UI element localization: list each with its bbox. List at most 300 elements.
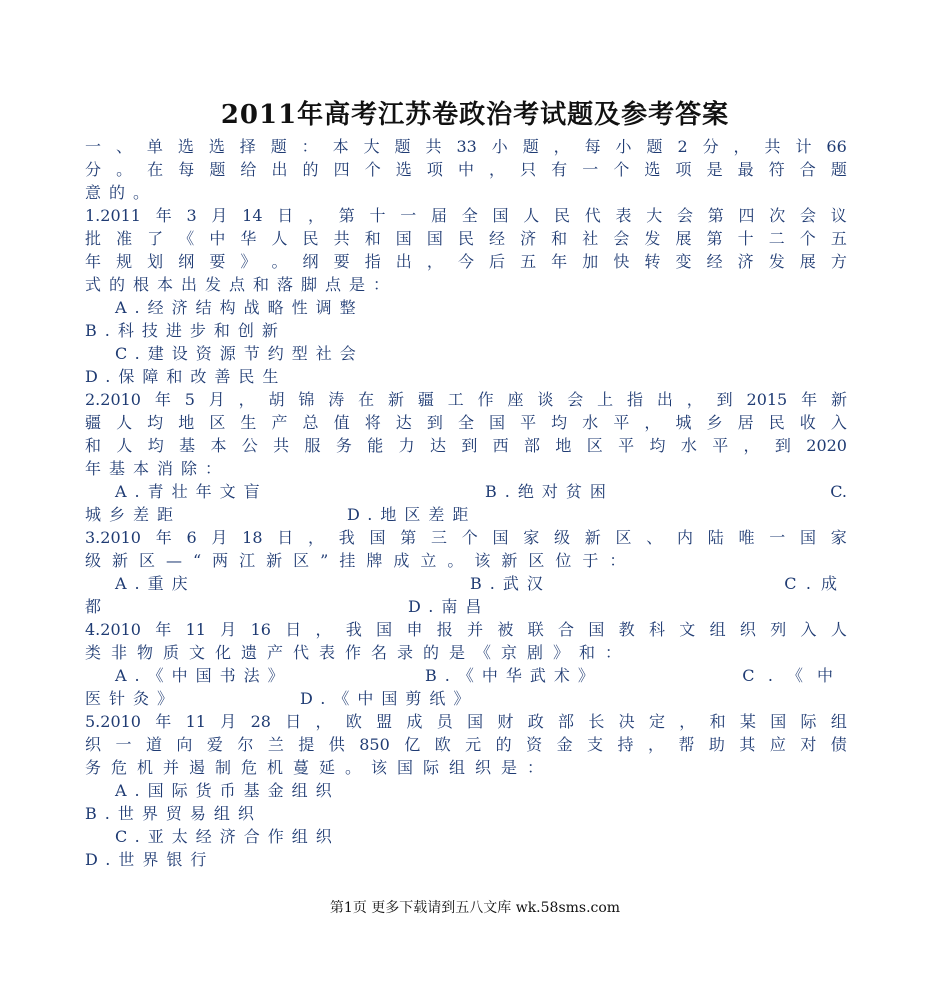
text-token: 年 [155, 712, 172, 731]
text-token: ， [238, 390, 255, 409]
text-token: 项 [426, 160, 443, 179]
q3-option-c-part2: 都 [85, 597, 110, 616]
q4-line-1 [85, 618, 847, 641]
text-token: 国 [395, 229, 412, 248]
text-token: 2015 [746, 390, 788, 409]
text-token: 水 [582, 413, 599, 432]
text-token: 要 [333, 252, 350, 271]
text-token: 会 [567, 390, 584, 409]
text-token: ， [686, 390, 703, 409]
text-token: 新 [584, 528, 601, 547]
text-token: 16 [250, 620, 271, 639]
text-token: 国 [369, 528, 386, 547]
text-token: 人 [523, 206, 540, 225]
text-token: 6 [186, 528, 197, 547]
text-token: 并 [467, 620, 484, 639]
text-token: 展 [799, 252, 816, 271]
q2-options-row-2 [85, 503, 847, 526]
text-token: 达 [395, 413, 412, 432]
q2-option-b: B.绝对贫困 [485, 482, 614, 501]
text-token: 年 [155, 206, 172, 225]
text-token: 第 [400, 528, 417, 547]
text-token: 全 [461, 206, 478, 225]
text-token: 》 [240, 252, 257, 271]
text-token: 其 [739, 735, 756, 754]
text-token: 社 [582, 229, 599, 248]
text-token: 内 [676, 528, 693, 547]
text-token: 择 [239, 137, 256, 156]
text-token: 家 [830, 528, 847, 547]
text-token: 部 [558, 712, 575, 731]
text-token: 均 [147, 436, 164, 455]
text-token: 财 [497, 712, 514, 731]
text-token: ， [647, 735, 664, 754]
text-token: 支 [587, 735, 604, 754]
text-token: 平 [712, 436, 729, 455]
page-footer: 第1页 更多下载请到五八文库 wk.58sms.com [329, 900, 621, 916]
text-token: 2020 [806, 436, 847, 455]
text-token: 报 [436, 620, 453, 639]
q1-line-4: 式的根本出发点和落脚点是： [85, 275, 398, 294]
q3-options-row-2 [85, 595, 847, 618]
text-token: 18 [242, 528, 263, 547]
text-token: 总 [302, 413, 319, 432]
text-token: 十 [737, 229, 754, 248]
text-token: 乡 [706, 413, 723, 432]
text-token: 共 [425, 137, 442, 156]
text-token: 了 [147, 229, 164, 248]
text-token: 上 [597, 390, 614, 409]
text-token: 第 [707, 206, 724, 225]
text-token: 会 [799, 206, 816, 225]
text-token: 生 [240, 413, 257, 432]
text-token: 经 [706, 252, 723, 271]
q4-option-b: B.《中华武术》 [425, 666, 602, 685]
text-token: 五 [830, 229, 847, 248]
text-token: 题 [394, 137, 411, 156]
text-token: 五 [520, 252, 537, 271]
text-token: 达 [429, 436, 446, 455]
text-token: 每 [178, 160, 195, 179]
text-token: 加 [582, 252, 599, 271]
text-token: 年 [801, 390, 818, 409]
q5-option-a: A.国际货币基金组织 [115, 781, 340, 800]
q1-option-d: D.保障和改善民生 [85, 367, 287, 386]
text-token: 科 [648, 620, 665, 639]
text-token: 基 [179, 436, 196, 455]
text-token: 座 [507, 390, 524, 409]
text-token: 5.2010 [85, 712, 141, 731]
text-token: 1.2011 [85, 206, 141, 225]
text-token: ， [307, 206, 324, 225]
text-token: 议 [830, 206, 847, 225]
text-token: 纲 [302, 252, 319, 271]
text-token: 和 [551, 229, 568, 248]
q1-line-1 [85, 204, 847, 227]
text-token: 题 [522, 137, 539, 156]
text-token: 和 [85, 436, 102, 455]
text-token: 西 [492, 436, 509, 455]
text-token: 道 [145, 735, 162, 754]
q4-option-d: D.《中国剪纸》 [300, 689, 478, 708]
q3-option-d: D.南昌 [408, 597, 490, 616]
text-token: 、 [646, 528, 663, 547]
text-token: 题 [830, 160, 847, 179]
q2-line-3 [85, 434, 847, 457]
text-token: 共 [333, 229, 350, 248]
text-token: 帮 [678, 735, 695, 754]
text-token: 区 [615, 528, 632, 547]
text-token: 今 [457, 252, 474, 271]
text-token: 66 [826, 137, 847, 156]
text-token: 新 [388, 390, 405, 409]
q2-option-d: D.地区差距 [347, 505, 477, 524]
text-token: 济 [520, 229, 537, 248]
text-token: 合 [558, 620, 575, 639]
text-token: 欧 [434, 735, 451, 754]
text-token: 民 [457, 229, 474, 248]
text-token: 国 [799, 528, 816, 547]
text-token: 定 [648, 712, 665, 731]
text-token: 资 [526, 735, 543, 754]
text-token: ， [679, 712, 696, 731]
text-token: 地 [178, 413, 195, 432]
q3-line-2: 级新区—“两江新区”挂牌成立。该新区位于： [85, 551, 637, 570]
text-token: 一 [115, 735, 132, 754]
text-token: 疆 [85, 413, 102, 432]
q4-option-c-part2: 医针灸》 [85, 689, 182, 708]
q5-option-b: B.世界贸易组织 [85, 804, 262, 823]
text-token: 大 [646, 206, 663, 225]
text-token: 共 [273, 436, 290, 455]
intro-line-3: 意的。 [85, 183, 158, 202]
text-token: 组 [709, 620, 726, 639]
text-token: 决 [618, 712, 635, 731]
text-token: 员 [436, 712, 453, 731]
text-token: 民 [302, 229, 319, 248]
text-token: 平 [520, 413, 537, 432]
text-token: 方 [830, 252, 847, 271]
text-token: 2.2010 [85, 390, 141, 409]
text-token: 助 [708, 735, 725, 754]
text-token: 平 [618, 436, 635, 455]
text-token: ， [743, 436, 760, 455]
text-token: 能 [367, 436, 384, 455]
text-token: 年 [155, 620, 172, 639]
text-token: 入 [830, 413, 847, 432]
q2-line-1 [85, 388, 847, 411]
text-token: 本 [210, 436, 227, 455]
text-token: 收 [799, 413, 816, 432]
q4-line-2: 类非物质文化遗产代表作名录的是《京剧》和： [85, 643, 632, 662]
text-token: 应 [769, 735, 786, 754]
text-token: ， [315, 620, 332, 639]
text-token: 列 [770, 620, 787, 639]
q3-option-a: A.重庆 [115, 574, 196, 593]
q5-option-d: D.世界银行 [85, 850, 215, 869]
text-token: 将 [364, 413, 381, 432]
text-token: 本 [332, 137, 349, 156]
text-token: 的 [495, 735, 512, 754]
text-token: 成 [406, 712, 423, 731]
text-token: 会 [676, 206, 693, 225]
text-token: 3 [186, 206, 197, 225]
text-token: 人 [116, 413, 133, 432]
q5-line-3: 务危机并遏制危机蔓延。该国际组织是： [85, 758, 554, 777]
text-token: 我 [338, 528, 355, 547]
text-token: 国 [489, 413, 506, 432]
text-token: 国 [467, 712, 484, 731]
text-token: 年 [551, 252, 568, 271]
text-token: 际 [800, 712, 817, 731]
text-token: 规 [116, 252, 133, 271]
text-token: 选 [208, 137, 225, 156]
text-token: 月 [211, 528, 228, 547]
text-token: 值 [333, 413, 350, 432]
text-token: 日 [277, 206, 294, 225]
text-token: 变 [675, 252, 692, 271]
text-token: ， [489, 160, 506, 179]
text-token: 金 [556, 735, 573, 754]
text-token: 谈 [537, 390, 554, 409]
text-token: 地 [555, 436, 572, 455]
text-token: 申 [406, 620, 423, 639]
text-token: 服 [304, 436, 321, 455]
text-token: 14 [242, 206, 263, 225]
text-token: 有 [551, 160, 568, 179]
text-token: 民 [768, 413, 785, 432]
text-token: 一 [85, 137, 102, 156]
text-token: 后 [489, 252, 506, 271]
text-token: 2 [677, 137, 688, 156]
text-token: 和 [709, 712, 726, 731]
text-token: 在 [147, 160, 164, 179]
text-token: 给 [240, 160, 257, 179]
text-token: 人 [116, 436, 133, 455]
text-token: 产 [271, 413, 288, 432]
q4-options-row-1 [85, 664, 847, 687]
text-token: 新 [830, 390, 847, 409]
text-token: 到 [774, 436, 791, 455]
text-token: 每 [584, 137, 601, 156]
text-token: 织 [85, 735, 102, 754]
q2-option-c-part1: C. [830, 482, 847, 501]
text-token: 指 [627, 390, 644, 409]
text-token: 发 [768, 252, 785, 271]
text-token: 文 [679, 620, 696, 639]
text-token: 850 [359, 735, 390, 754]
q2-line-4: 年基本消除： [85, 459, 230, 478]
text-token: 国 [492, 528, 509, 547]
q2-options-row-1 [85, 480, 847, 503]
text-token: 表 [615, 206, 632, 225]
text-token: 居 [737, 413, 754, 432]
text-token: 日 [285, 620, 302, 639]
text-token: 作 [477, 390, 494, 409]
text-token: 是 [706, 160, 723, 179]
text-token: 快 [613, 252, 630, 271]
text-token: 题 [209, 160, 226, 179]
text-token: 选 [644, 160, 661, 179]
text-token: 盟 [376, 712, 393, 731]
text-token: 11 [185, 712, 206, 731]
text-token: 国 [426, 229, 443, 248]
text-token: 胡 [268, 390, 285, 409]
text-token: 到 [461, 436, 478, 455]
text-token: 选 [177, 137, 194, 156]
text-token: 人 [830, 620, 847, 639]
q5-line-1 [85, 710, 847, 733]
q4-option-a: A.《中国书法》 [115, 666, 292, 685]
text-token: ， [733, 137, 750, 156]
text-token: 济 [737, 252, 754, 271]
text-token: 个 [799, 229, 816, 248]
text-token: 民 [553, 206, 570, 225]
text-token: 发 [644, 229, 661, 248]
text-token: 平 [613, 413, 630, 432]
text-token: 个 [364, 160, 381, 179]
text-token: 华 [240, 229, 257, 248]
text-token: 代 [584, 206, 601, 225]
text-token: 届 [430, 206, 447, 225]
text-token: ， [426, 252, 443, 271]
text-token: 计 [795, 137, 812, 156]
text-token: 小 [615, 137, 632, 156]
q2-option-c-part2: 城乡差距 [85, 505, 182, 524]
text-token: 被 [497, 620, 514, 639]
q1-option-b: B.科技进步和创新 [85, 321, 286, 340]
text-token: 中 [209, 229, 226, 248]
text-token: 教 [618, 620, 635, 639]
text-token: 水 [680, 436, 697, 455]
text-token: 人 [271, 229, 288, 248]
text-token: 债 [830, 735, 847, 754]
text-token: 。 [271, 252, 288, 271]
text-token: 均 [649, 436, 666, 455]
text-token: 均 [551, 413, 568, 432]
text-token: 到 [426, 413, 443, 432]
text-token: 国 [770, 712, 787, 731]
text-token: 最 [737, 160, 754, 179]
text-token: 经 [489, 229, 506, 248]
text-token: 划 [147, 252, 164, 271]
q5-option-c: C.亚太经济合作组织 [115, 827, 340, 846]
q4-options-row-2 [85, 687, 847, 710]
text-token: 小 [491, 137, 508, 156]
text-token: 均 [147, 413, 164, 432]
text-token: 年 [85, 252, 102, 271]
text-token: 出 [656, 390, 673, 409]
text-token: 会 [613, 229, 630, 248]
text-token: 日 [277, 528, 294, 547]
text-token: 符 [768, 160, 785, 179]
text-token: 项 [675, 160, 692, 179]
text-token: 十 [369, 206, 386, 225]
text-token: 年 [155, 528, 172, 547]
text-token: 展 [675, 229, 692, 248]
text-token: 元 [465, 735, 482, 754]
text-token: 4.2010 [85, 620, 141, 639]
text-token: 对 [800, 735, 817, 754]
text-token: 锦 [298, 390, 315, 409]
text-token: 一 [400, 206, 417, 225]
text-token: 。 [116, 160, 133, 179]
text-token: 联 [527, 620, 544, 639]
text-token: 爱 [206, 735, 223, 754]
text-token: 出 [271, 160, 288, 179]
text-token: 28 [250, 712, 271, 731]
text-token: 我 [345, 620, 362, 639]
text-token: 国 [376, 620, 393, 639]
text-token: 共 [764, 137, 781, 156]
text-token: 个 [613, 160, 630, 179]
text-token: 的 [302, 160, 319, 179]
intro-line-2 [85, 158, 847, 181]
text-token: 供 [328, 735, 345, 754]
text-token: 三 [430, 528, 447, 547]
text-token: 四 [738, 206, 755, 225]
text-token: 在 [358, 390, 375, 409]
text-token: 持 [617, 735, 634, 754]
text-token: 年 [154, 390, 171, 409]
text-token: ， [553, 137, 570, 156]
text-token: 选 [395, 160, 412, 179]
text-token: 向 [176, 735, 193, 754]
text-token: 亿 [404, 735, 421, 754]
text-token: 转 [644, 252, 661, 271]
text-token: 月 [211, 206, 228, 225]
text-token: 疆 [417, 390, 434, 409]
text-token: 日 [285, 712, 302, 731]
text-token: 个 [461, 528, 478, 547]
text-token: 单 [146, 137, 163, 156]
text-token: 涛 [328, 390, 345, 409]
text-token: 务 [335, 436, 352, 455]
text-token: 月 [220, 620, 237, 639]
q1-line-2 [85, 227, 847, 250]
text-token: 唯 [738, 528, 755, 547]
text-token: 区 [586, 436, 603, 455]
text-token: 公 [241, 436, 258, 455]
q2-option-a: A.青壮年文盲 [115, 482, 268, 501]
text-token: 二 [768, 229, 785, 248]
q3-options-row-1 [85, 572, 847, 595]
text-token: 国 [588, 620, 605, 639]
text-token: 5 [184, 390, 195, 409]
text-token: 陆 [707, 528, 724, 547]
q2-line-2 [85, 411, 847, 434]
text-token: 题 [646, 137, 663, 156]
text-token: 力 [398, 436, 415, 455]
text-token: 33 [456, 137, 477, 156]
text-token: 到 [716, 390, 733, 409]
text-token: 第 [706, 229, 723, 248]
text-token: ： [301, 137, 318, 156]
text-token: 次 [769, 206, 786, 225]
text-token: 、 [115, 137, 132, 156]
text-token: 3.2010 [85, 528, 141, 547]
text-token: 准 [116, 229, 133, 248]
text-token: 某 [739, 712, 756, 731]
text-token: 指 [364, 252, 381, 271]
text-token: 一 [582, 160, 599, 179]
text-token: 长 [588, 712, 605, 731]
q3-option-b: B.武汉 [470, 574, 551, 593]
text-token: 只 [520, 160, 537, 179]
text-token: 欧 [345, 712, 362, 731]
text-token: 第 [338, 206, 355, 225]
text-token: 组 [830, 712, 847, 731]
